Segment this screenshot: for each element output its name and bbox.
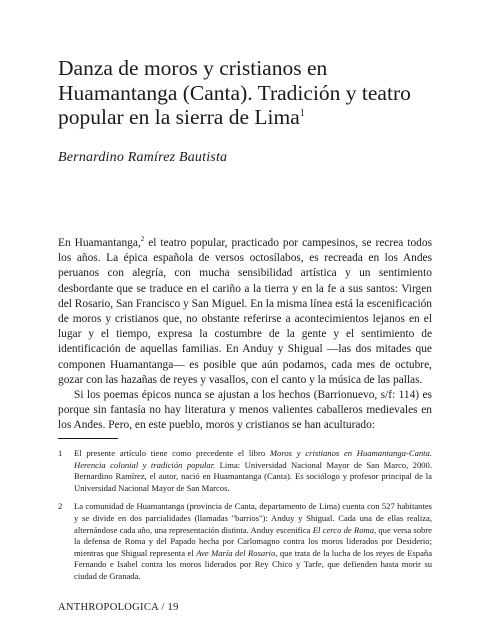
footnote-2 xyxy=(58,501,432,582)
article-body xyxy=(58,236,432,434)
footnote-text xyxy=(74,448,432,494)
footnote-text-part: que versa sobre la defensa de Roma y del Papado hecha por Carlomagno contra los moros liderados por Desiderio; mientras que Shigual representa el xyxy=(74,524,432,558)
title-footnote-ref[interactable]: 1 xyxy=(299,107,305,119)
footnote-text xyxy=(74,501,432,582)
footnote-text-part: La comunidad de Huamantanga (provincia de Canta, departamento de Lima) cuenta con 527 habitantes y se divide en dos parcialidades (llamadas "barrios"): Anduy y Shigual. Cada una de ellas realiza, alternándose cada año, una representación distinta. Anduy escenifica xyxy=(74,501,432,535)
footnote-ref-2[interactable]: 2 xyxy=(140,235,145,244)
footnote-text-part: Lima: Universidad Nacional Mayor de San Marco, 2000. Bernardino Ramírez, el autor, nació en Huamantanga (Canta). Es sociólogo y profesor principal de la Universidad Nacional Mayor de San Marcos. xyxy=(74,459,432,493)
article-title xyxy=(58,56,448,130)
body-paragraph-1 xyxy=(58,236,432,388)
footnote-text-part: El presente artículo tiene como precedente el libro xyxy=(74,448,270,458)
footnote-book-title: Moros y cristianos en Huamantanga-Canta. Herencia colonial y tradición popular. xyxy=(74,448,432,470)
body-paragraph-1-start: En Huamantanga, xyxy=(58,237,141,249)
footnote-play-title: El cerco de Roma, xyxy=(312,524,377,535)
body-paragraph-1-rest: el teatro popular, practicado por campesinos, se recrea todos los años. La épica española de versos octosílabos, es recreada en los Andes peruanos con alegría, con mucha sensibilidad artística y un sentimiento desbordante que se traduce en el cariño a la tierra y en la fe a sus santos: Virgen del Rosario, San Francisco y San Miguel. En la misma línea está la escenificación de moros y cristianos que, no obstante referirse a acontecimientos lejanos en el lugar y el tiempo, expresa la costumbre de la gente y el sentimiento de identificación de aquellas familias. En Anduy y Shigual —las dos mitades que componen Huamantanga— es posible que aún podamos, cada mes de octubre, gozar con las hazañas de reyes y vasallos, con el canto y la música de las pallas. xyxy=(58,237,432,386)
footnote-number: 1 xyxy=(58,448,63,458)
footnote-play-title: Ave María del Rosario, xyxy=(196,547,278,558)
author-name: Bernardino Ramírez Bautista xyxy=(58,150,228,165)
footnote-1 xyxy=(58,448,432,494)
body-paragraph-2: Si los poemas épicos nunca se ajustan a los hechos (Barrionuevo, s/f: 114) es porque sin fantasía no hay literatura y menos valientes caballeros medievales en los Andes. Pero, en este pueblo, moros y cristianos se han aculturado: xyxy=(58,389,432,432)
footnote-text-part: que trata de la lucha de los reyes de España Fernando e Isabel contra los moros liderados por Rey Chico y Tarfe, que defienden hasta morir su ciudad de Granada. xyxy=(74,547,433,581)
footnotes xyxy=(58,448,432,590)
article-title-text: Danza de moros y cristianos en Huamantanga (Canta). Tradición y teatro popular en la sierra de Lima xyxy=(58,56,411,129)
footnote-number: 2 xyxy=(58,501,63,512)
footnote-separator xyxy=(58,438,118,439)
page-footer: ANTHROPOLOGICA / 19 xyxy=(58,602,179,613)
